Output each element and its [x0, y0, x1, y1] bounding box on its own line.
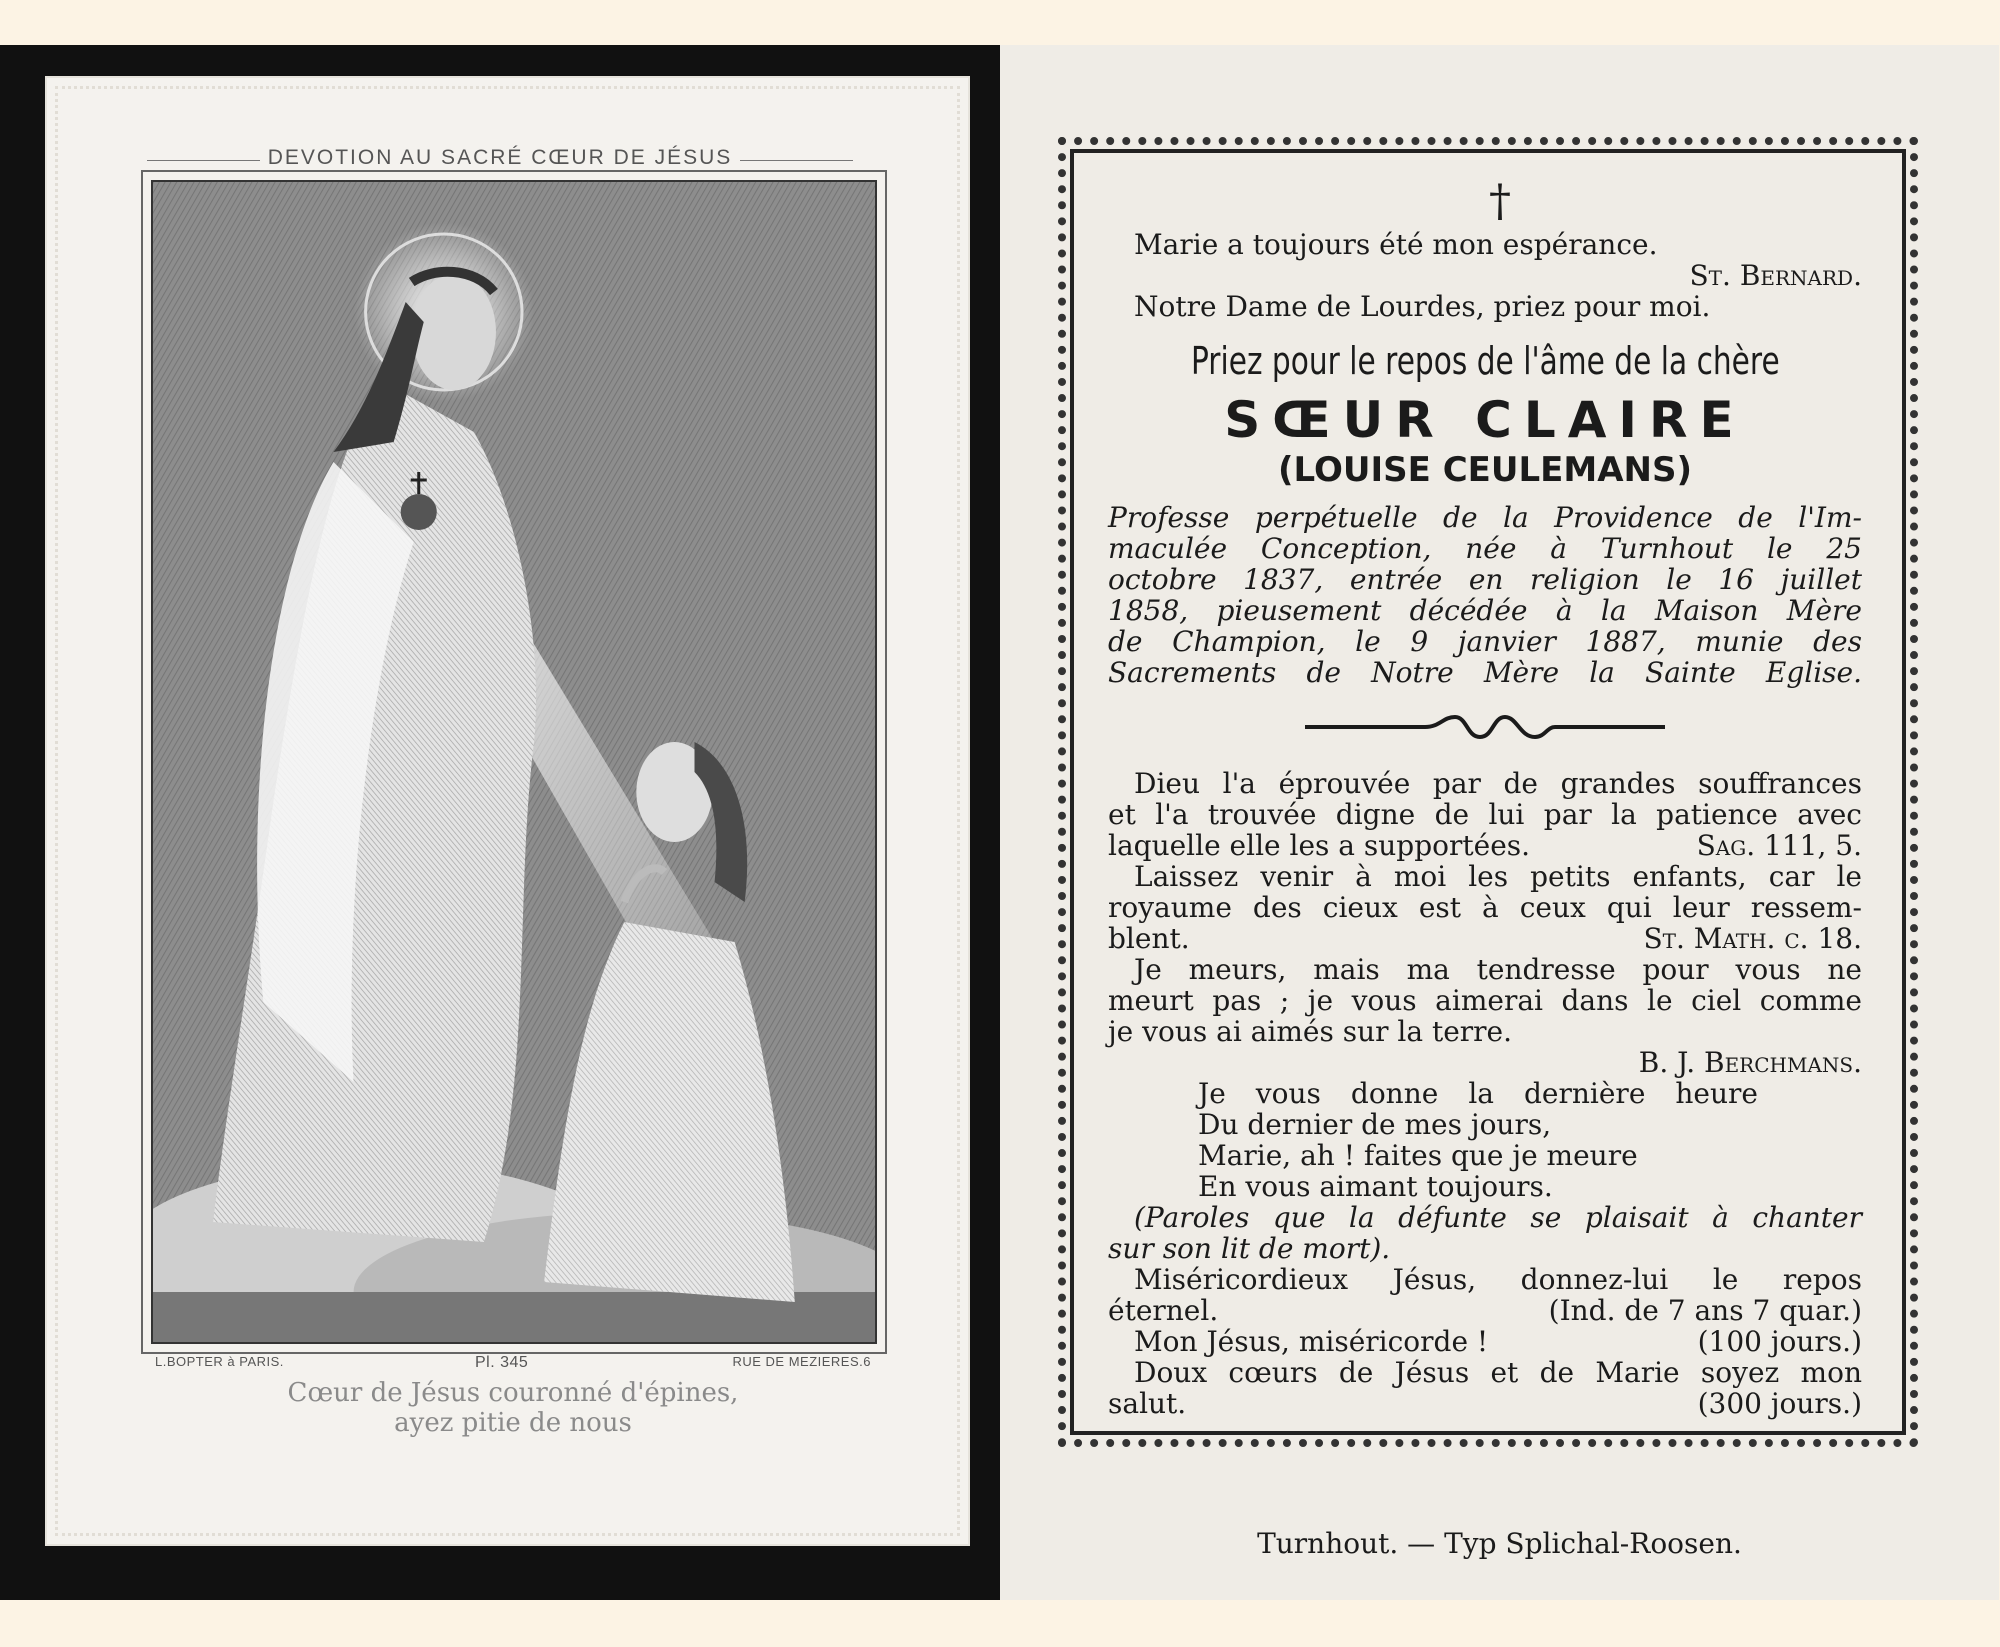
indulgence-value: (100 jours.)	[1697, 1325, 1862, 1358]
indulgence-line: éternel.	[1108, 1294, 1219, 1327]
verse-line: Je vous donne la dernière heure	[1198, 1077, 1758, 1110]
bio-line: 1858, pieusement décédée à la Maison Mère	[1108, 594, 1862, 627]
passage-line: Dieu l'a éprouvée par de grandes souffrances	[1134, 767, 1862, 800]
passage-berchmans	[1108, 954, 1862, 1078]
prayer-line-2: ayez pitie de nous	[394, 1408, 632, 1438]
bio-line: maculée Conception, née à Turnhout le 25	[1108, 532, 1862, 565]
passage-line: Laissez venir à moi les petits enfants, car le	[1134, 860, 1862, 893]
note-line: (Paroles que la défunte se plaisait à chanter	[1134, 1201, 1862, 1234]
prayer-caption	[145, 1378, 881, 1438]
indulgence-3	[1108, 1357, 1862, 1419]
imprint-plate-number: Pl. 345	[475, 1354, 529, 1371]
bio-line: de Champion, le 9 janvier 1887, munie des	[1108, 625, 1862, 658]
holy-card-front	[45, 76, 970, 1546]
memorial-text	[1108, 175, 1862, 1419]
engraving-image	[153, 182, 875, 1342]
passage-line-with-ref	[1108, 923, 1862, 954]
passage-line-with-ref	[1108, 830, 1862, 861]
bio-line: Sacrements de Notre Mère la Sainte Eglise.	[1108, 656, 1862, 689]
passage-line: laquelle elle les a supportées.	[1108, 829, 1531, 862]
indulgence-line: salut.	[1108, 1387, 1187, 1420]
hymn-verse	[1108, 1078, 1862, 1202]
memorial-card-back	[1000, 45, 1999, 1600]
imprint-publisher: L.BOPTER à PARIS.	[155, 1354, 284, 1369]
cross-icon: †	[1489, 176, 1511, 227]
passage-reference: Sag. 111, 5.	[1696, 829, 1862, 862]
bio-line: Professe perpétuelle de la Providence de l'Im-	[1108, 501, 1862, 534]
biography	[1108, 502, 1862, 688]
quote-bernard: Marie a toujours été mon espérance.	[1134, 228, 1658, 261]
passage-matthew	[1108, 861, 1862, 954]
indulgence-line: Miséricordieux Jésus, donnez-lui le repos	[1134, 1263, 1862, 1296]
deceased-name: SŒUR CLAIRE	[1224, 391, 1746, 449]
passage-line: et l'a trouvée digne de lui par la patience avec	[1108, 798, 1862, 831]
devotion-title: DEVOTION AU SACRÉ CŒUR DE JÉSUS	[105, 146, 895, 170]
quote-bernard-author: St. Bernard.	[1689, 259, 1862, 292]
indulgence-line: Mon Jésus, miséricorde !	[1134, 1325, 1489, 1358]
note-line: sur son lit de mort).	[1108, 1232, 1391, 1265]
quote-lourdes: Notre Dame de Lourdes, priez pour moi.	[1134, 290, 1711, 323]
verse-line: Marie, ah ! faites que je meure	[1198, 1139, 1638, 1172]
passage-reference: St. Math. c. 18.	[1643, 922, 1862, 955]
engraving-frame	[141, 170, 887, 1354]
indulgence-line-with-value	[1108, 1295, 1862, 1326]
birth-name: (LOUISE CEULEMANS)	[1277, 450, 1692, 490]
indulgence-line-with-value	[1108, 1388, 1862, 1419]
prayer-line-1: Cœur de Jésus couronné d'épines,	[287, 1378, 739, 1408]
indulgence-value: (300 jours.)	[1697, 1387, 1862, 1420]
prayer-headline: Priez pour le repos de l'âme de la chère	[1190, 339, 1780, 383]
sacred-heart-engraving	[151, 180, 877, 1344]
passage-line: Je meurs, mais ma tendresse pour vous ne	[1134, 953, 1862, 986]
passage-line: royaume des cieux est à ceux qui leur ressem-	[1108, 891, 1862, 924]
passage-line: je vous ai aimés sur la terre.	[1108, 1015, 1513, 1048]
bio-line: octobre 1837, entrée en religion le 16 juillet	[1108, 563, 1862, 596]
indulgence-line: Doux cœurs de Jésus et de Marie soyez mon	[1134, 1356, 1862, 1389]
hymn-note	[1108, 1202, 1862, 1264]
indulgence-2	[1108, 1326, 1862, 1357]
printer-imprint: Turnhout. — Typ Splichal-Roosen.	[1257, 1527, 1742, 1560]
indulgence-1	[1108, 1264, 1862, 1326]
passage-line: meurt pas ; je vous aimerai dans le ciel comme	[1108, 984, 1862, 1017]
indulgence-value: (Ind. de 7 ans 7 quar.)	[1548, 1294, 1862, 1327]
passage-reference: B. J. Berchmans.	[1638, 1046, 1862, 1079]
verse-line: En vous aimant toujours.	[1198, 1170, 1553, 1203]
imprint-address: RUE DE MEZIERES.6	[732, 1354, 871, 1369]
ornament-divider	[1305, 712, 1665, 742]
passage-line: blent.	[1108, 922, 1190, 955]
passage-sagesse	[1108, 768, 1862, 861]
verse-line: Du dernier de mes jours,	[1198, 1108, 1552, 1141]
